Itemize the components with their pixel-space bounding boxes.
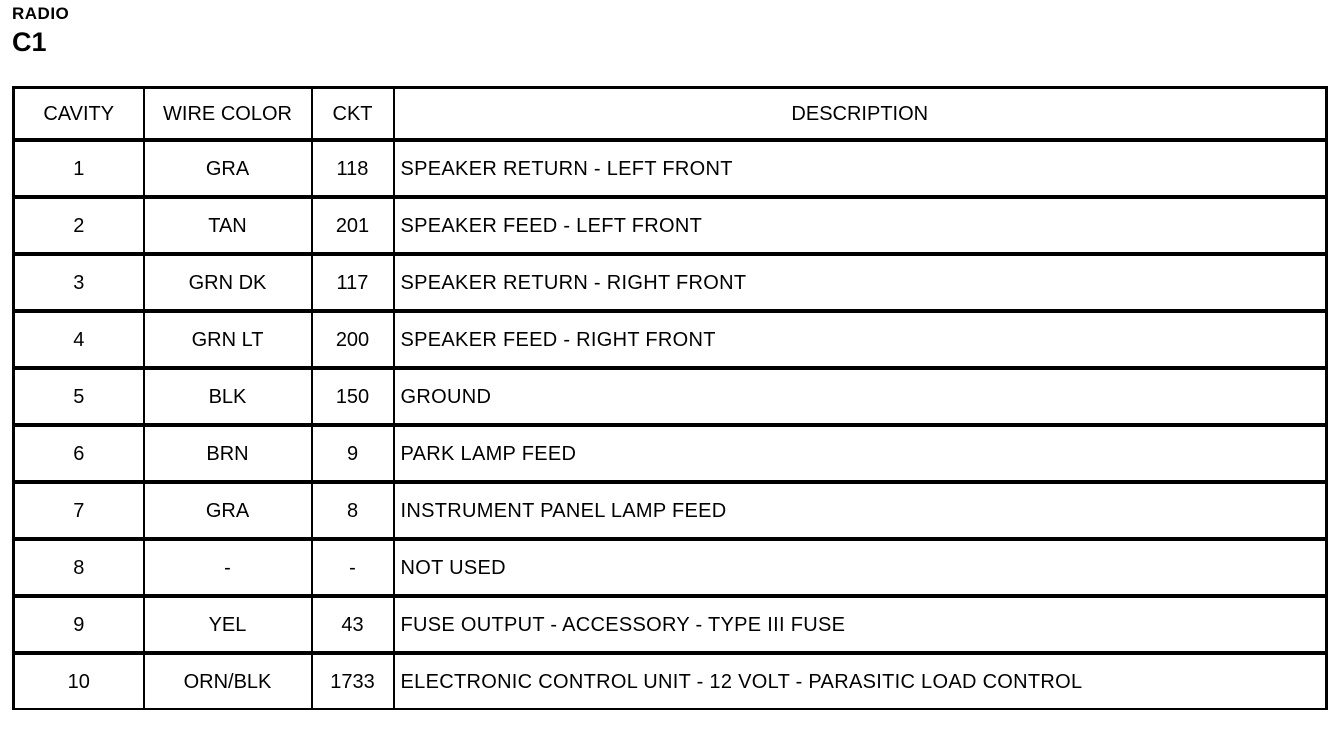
column-header-description: DESCRIPTION — [394, 88, 1327, 141]
description-cell: GROUND — [394, 368, 1327, 425]
table-row — [14, 482, 1327, 539]
wire-color-cell: GRN LT — [144, 311, 312, 368]
table-row — [14, 539, 1327, 596]
column-header-ckt: CKT — [312, 88, 394, 141]
cavity-cell: 1 — [14, 140, 144, 197]
description-cell: SPEAKER FEED - RIGHT FRONT — [394, 311, 1327, 368]
cavity-cell: 9 — [14, 596, 144, 653]
table-row — [14, 425, 1327, 482]
description-cell: SPEAKER RETURN - LEFT FRONT — [394, 140, 1327, 197]
ckt-cell: - — [312, 539, 394, 596]
cavity-cell: 3 — [14, 254, 144, 311]
table-row — [14, 140, 1327, 197]
description-cell: PARK LAMP FEED — [394, 425, 1327, 482]
table-row — [14, 197, 1327, 254]
table-row — [14, 653, 1327, 709]
cavity-cell: 6 — [14, 425, 144, 482]
connector-id: C1 — [12, 27, 47, 57]
description-cell: FUSE OUTPUT - ACCESSORY - TYPE III FUSE — [394, 596, 1327, 653]
description-cell: ELECTRONIC CONTROL UNIT - 12 VOLT - PARASITIC LOAD CONTROL — [394, 653, 1327, 709]
cavity-cell: 4 — [14, 311, 144, 368]
wire-color-cell: ORN/BLK — [144, 653, 312, 709]
ckt-cell: 150 — [312, 368, 394, 425]
connector-pinout-table — [12, 86, 1328, 710]
ckt-cell: 43 — [312, 596, 394, 653]
ckt-cell: 200 — [312, 311, 394, 368]
cavity-cell: 10 — [14, 653, 144, 709]
document-header — [12, 4, 69, 57]
ckt-cell: 117 — [312, 254, 394, 311]
description-cell: NOT USED — [394, 539, 1327, 596]
description-cell: SPEAKER RETURN - RIGHT FRONT — [394, 254, 1327, 311]
ckt-cell: 9 — [312, 425, 394, 482]
cavity-cell: 8 — [14, 539, 144, 596]
ckt-cell: 118 — [312, 140, 394, 197]
column-header-cavity: CAVITY — [14, 88, 144, 141]
component-name: RADIO — [12, 4, 70, 23]
wire-color-cell: GRA — [144, 140, 312, 197]
column-header-wire-color: WIRE COLOR — [144, 88, 312, 141]
table-header-row — [14, 88, 1327, 141]
description-cell: INSTRUMENT PANEL LAMP FEED — [394, 482, 1327, 539]
description-cell: SPEAKER FEED - LEFT FRONT — [394, 197, 1327, 254]
ckt-cell: 201 — [312, 197, 394, 254]
ckt-cell: 8 — [312, 482, 394, 539]
table-row — [14, 311, 1327, 368]
wire-color-cell: GRN DK — [144, 254, 312, 311]
wire-color-cell: TAN — [144, 197, 312, 254]
wire-color-cell: BLK — [144, 368, 312, 425]
wire-color-cell: - — [144, 539, 312, 596]
ckt-cell: 1733 — [312, 653, 394, 709]
wire-color-cell: GRA — [144, 482, 312, 539]
table-row — [14, 254, 1327, 311]
cavity-cell: 2 — [14, 197, 144, 254]
cavity-cell: 7 — [14, 482, 144, 539]
table-row — [14, 368, 1327, 425]
wire-color-cell: BRN — [144, 425, 312, 482]
table-row — [14, 596, 1327, 653]
wire-color-cell: YEL — [144, 596, 312, 653]
cavity-cell: 5 — [14, 368, 144, 425]
